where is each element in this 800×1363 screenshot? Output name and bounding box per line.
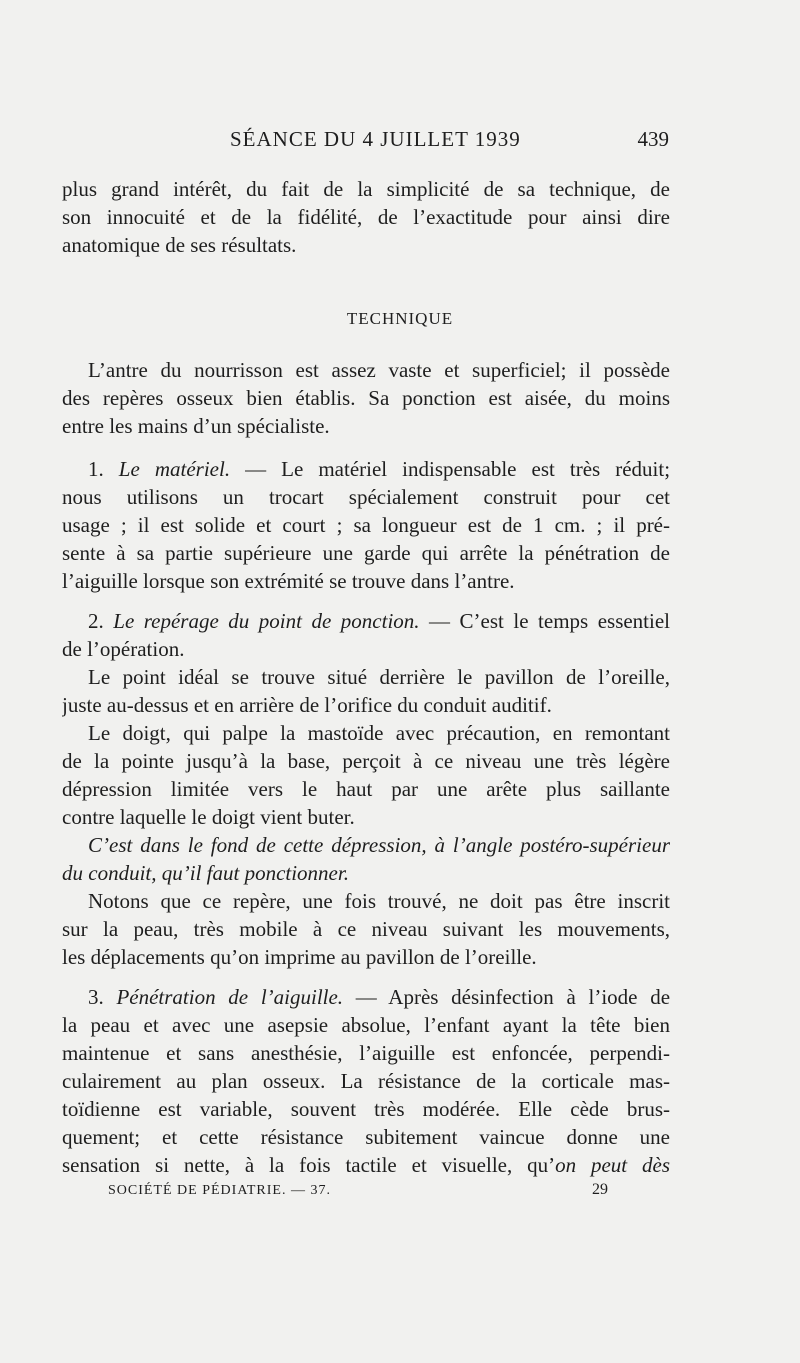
section-heading: TECHNIQUE <box>346 309 454 328</box>
paragraph-intro-continuation <box>62 175 670 259</box>
item-materiel <box>62 455 670 595</box>
text-line: usage ; il est solide et court ; sa longueur est de 1 cm. ; il pré- <box>62 513 670 537</box>
text-line: entre les mains d’un spécialiste. <box>62 414 330 438</box>
text-line: contre laquelle le doigt vient buter. <box>62 805 355 829</box>
text-line: maintenue et sans anesthésie, l’aiguille est enfoncée, perpendi- <box>62 1041 670 1065</box>
text-line: les déplacements qu’on imprime au pavillon de l’oreille. <box>62 945 537 969</box>
text-segment: — Après désinfection à l’iode de <box>355 985 670 1009</box>
item-first-line <box>62 607 670 635</box>
text-line: de l’opération. <box>62 637 185 661</box>
text-line: culairement au plan osseux. La résistance de la corticale mas- <box>62 1069 670 1093</box>
item-number: 2. <box>88 609 104 633</box>
item-first-line <box>62 455 670 483</box>
item-title: Le matériel. <box>118 457 231 481</box>
text-line: sur la peau, très mobile à ce niveau suivant les mouvements, <box>62 917 670 941</box>
item-number: 3. <box>88 985 104 1009</box>
text-line: plus grand intérêt, du fait de la simplicité de sa technique, de <box>62 177 670 201</box>
footer-sheet-number: 29 <box>592 1181 608 1198</box>
text-line: toïdienne est variable, souvent très modérée. Elle cède brus- <box>62 1097 670 1121</box>
text-segment: — C’est le temps essentiel <box>429 609 670 633</box>
text-segment: — Le matériel indispensable est très réduit; <box>245 457 670 481</box>
item-reperage <box>62 607 670 971</box>
text-line: juste au-dessus et en arrière de l’orifice du conduit auditif. <box>62 693 552 717</box>
text-line: l’aiguille lorsque son extrémité se trouve dans l’antre. <box>62 569 515 593</box>
text-line: la peau et avec une asepsie absolue, l’enfant ayant la tête bien <box>62 1013 670 1037</box>
text-line: nous utilisons un trocart spécialement construit pour cet <box>62 485 670 509</box>
text-line: anatomique de ses résultats. <box>62 233 297 257</box>
text-line: sente à sa partie supérieure une garde qui arrête la pénétration de <box>62 541 670 565</box>
text-line: dépression limitée vers le haut par une arête plus saillante <box>62 777 670 801</box>
item-number: 1. <box>88 457 104 481</box>
item-first-line <box>62 983 670 1011</box>
text-line: Le doigt, qui palpe la mastoïde avec précaution, en remontant <box>88 721 670 745</box>
footer-signature: SOCIÉTÉ DE PÉDIATRIE. — 37. <box>108 1183 331 1198</box>
text-segment-italic: on peut dès <box>555 1153 670 1177</box>
text-line-mixed <box>62 1151 670 1179</box>
text-segment: sensation si nette, à la fois tactile et visuelle, qu’ <box>62 1153 556 1177</box>
item-penetration <box>62 983 670 1179</box>
item-title: Pénétration de l’aiguille. <box>116 985 344 1009</box>
paragraph-technique <box>62 356 670 440</box>
text-line-italic: C’est dans le fond de cette dépression, à l’angle postéro-supérieur <box>88 833 670 857</box>
text-line-italic: du conduit, qu’il faut ponctionner. <box>62 861 349 885</box>
item-title: Le repérage du point de ponction. <box>113 609 420 633</box>
text-line: L’antre du nourrisson est assez vaste et superficiel; il possède <box>88 358 670 382</box>
text-line: Notons que ce repère, une fois trouvé, ne doit pas être inscrit <box>88 889 670 913</box>
running-title: SÉANCE DU 4 JUILLET 1939 <box>230 127 521 151</box>
page-number: 439 <box>637 127 669 151</box>
text-line: des repères osseux bien établis. Sa ponction est aisée, du moins <box>62 386 670 410</box>
text-line: Le point idéal se trouve situé derrière le pavillon de l’oreille, <box>88 665 670 689</box>
text-line: son innocuité et de la fidélité, de l’exactitude pour ainsi dire <box>62 205 670 229</box>
text-line: quement; et cette résistance subitement vaincue donne une <box>62 1125 670 1149</box>
text-line: de la pointe jusqu’à la base, perçoit à ce niveau une très légère <box>62 749 670 773</box>
